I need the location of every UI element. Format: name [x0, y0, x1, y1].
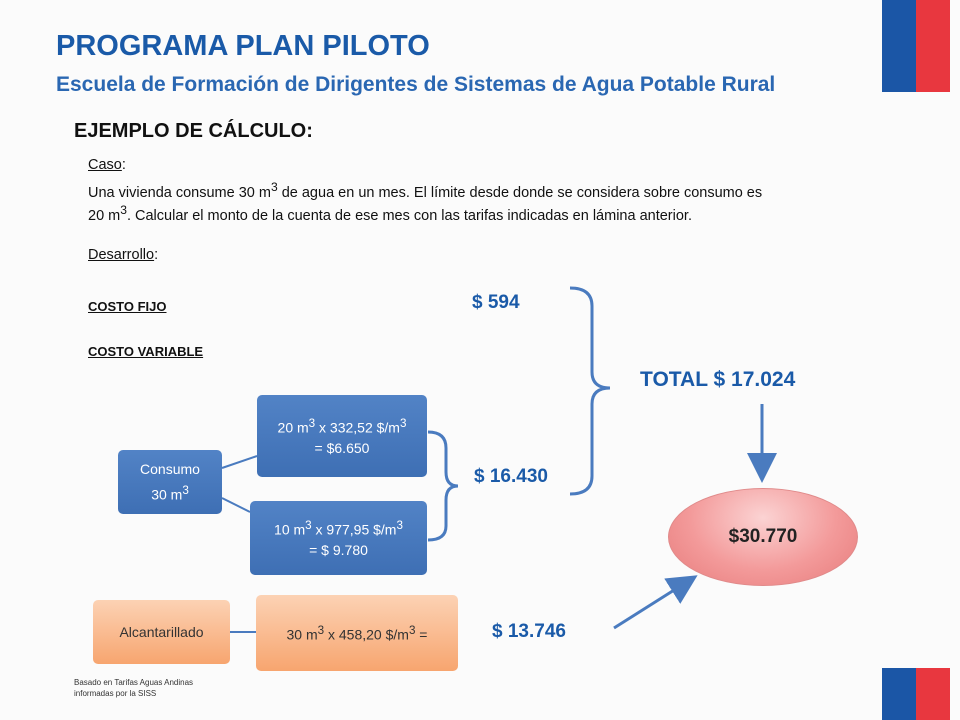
- page-title: PROGRAMA PLAN PILOTO: [56, 30, 430, 62]
- alcantarillado-calc-box: 30 $m^3$ x 458,20 $\$/m^3$ =: [256, 595, 458, 671]
- costo-fijo-value: $ 594: [472, 292, 520, 313]
- desarrollo-label: Desarrollo:: [88, 247, 159, 263]
- costo-fijo-label: COSTO FIJO: [88, 299, 167, 314]
- small-brace: [428, 432, 458, 540]
- footnote: Basado en Tarifas Aguas Andinas informadas por la SISS: [74, 678, 194, 698]
- connector-tramo2: [222, 498, 250, 512]
- tramo1-box: 20 $m^3$ x 332,52 $\$/m^3$ = $6.650: [257, 395, 427, 477]
- grand-total-circle: $30.770: [668, 488, 858, 586]
- alcantarillado-box: Alcantarillado: [93, 600, 230, 664]
- alcantarillado-value: $ 13.746: [492, 621, 566, 642]
- arrow-up: [614, 580, 690, 628]
- consumo-box: Consumo 30 $m^3$: [118, 450, 222, 514]
- costo-variable-value: $ 16.430: [474, 466, 548, 487]
- tramo2-box: 10 $m^3$ x 977,95 $\$/m^3$ = $ 9.780: [250, 501, 427, 575]
- page-subtitle: Escuela de Formación de Dirigentes de Sistemas de Agua Potable Rural: [56, 73, 776, 96]
- caso-line-2: 20 $m^3$. Calcular el monto de la cuenta de ese mes con las tarifas indicadas en lámina anterior.: [88, 203, 692, 224]
- caso-line-1: Una vivienda consume 30 $m^3$ de agua en un mes. El límite desde donde se considera sobre consumo es: [88, 180, 763, 201]
- section-heading: EJEMPLO DE CÁLCULO:: [74, 120, 313, 142]
- connector-tramo1: [222, 456, 257, 468]
- total-label: TOTAL $ 17.024: [640, 368, 796, 391]
- large-brace: [570, 288, 610, 494]
- costo-variable-label: COSTO VARIABLE: [88, 344, 204, 359]
- caso-label: Caso:: [88, 157, 126, 173]
